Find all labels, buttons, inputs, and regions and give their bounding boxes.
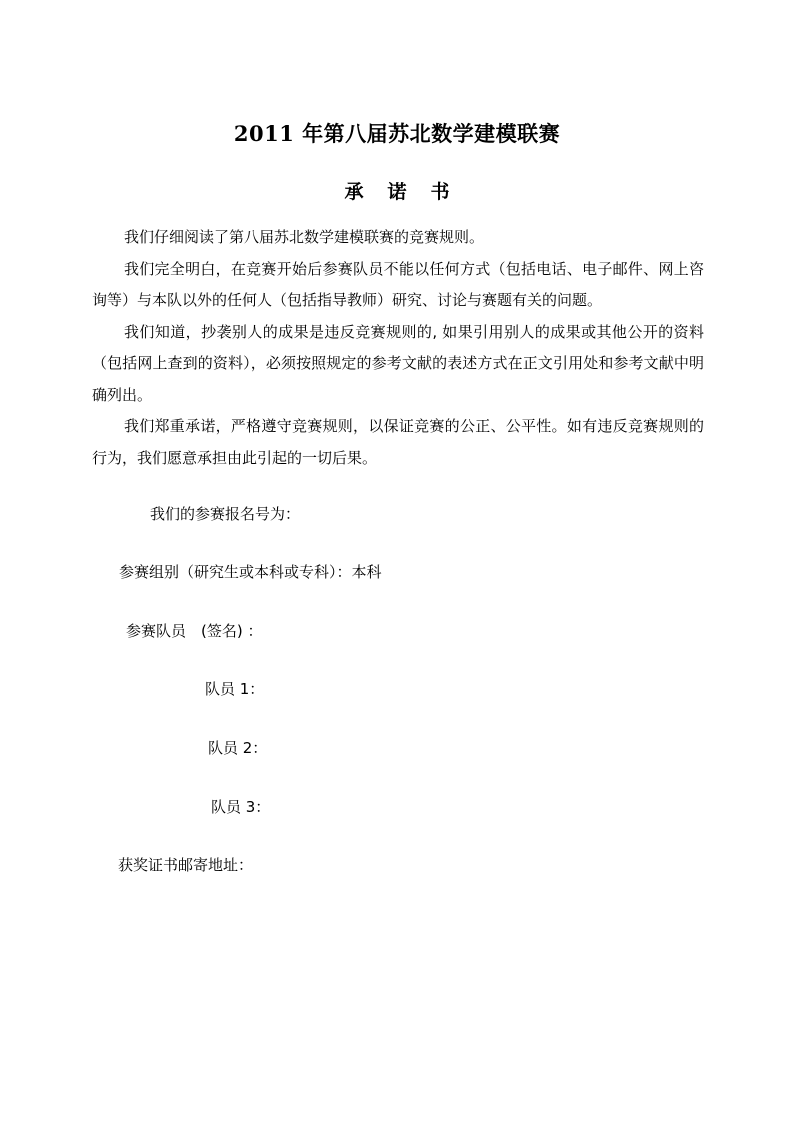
pledge-paragraph-2: 我们完全明白，在竞赛开始后参赛队员不能以任何方式（包括电话、电子邮件、网上咨询等）与本队以外的任何人（包括指导教师）研究、讨论与赛题有关的问题。 <box>92 259 704 309</box>
registration-number-label: 我们的参赛报名号为： <box>150 505 301 523</box>
members-signature-label: 参赛队员 (签名) ： <box>126 622 263 640</box>
subtitle-char-2: 诺 <box>387 181 407 203</box>
mailing-address-label: 获奖证书邮寄地址： <box>118 856 254 874</box>
pledge-paragraph-3: 我们知道，抄袭别人的成果是违反竞赛规则的, 如果引用别人的成果或其他公开的资料（包括网上查到的资料），必须按照规定的参考文献的表述方式在正文引用处和参考文献中明确列出。 <box>92 322 704 404</box>
document-subtitle <box>0 177 794 204</box>
member-1-label: 队员 1： <box>205 680 265 698</box>
subtitle-char-1: 承 <box>344 181 364 203</box>
group-label: 参赛组别（研究生或本科或专科）：本科 <box>119 563 382 581</box>
pledge-paragraph-4: 我们郑重承诺，严格遵守竞赛规则，以保证竞赛的公正、公平性。如有违反竞赛规则的行为，我们愿意承担由此引起的一切后果。 <box>92 417 704 467</box>
document-title: 2011 年第八届苏北数学建模联赛 <box>233 121 561 146</box>
subtitle-char-3: 书 <box>430 181 450 203</box>
member-2-label: 队员 2： <box>208 739 268 757</box>
pledge-paragraph-1: 我们仔细阅读了第八届苏北数学建模联赛的竞赛规则。 <box>124 228 485 246</box>
pledge-body <box>92 222 704 474</box>
member-3-label: 队员 3： <box>211 798 271 816</box>
